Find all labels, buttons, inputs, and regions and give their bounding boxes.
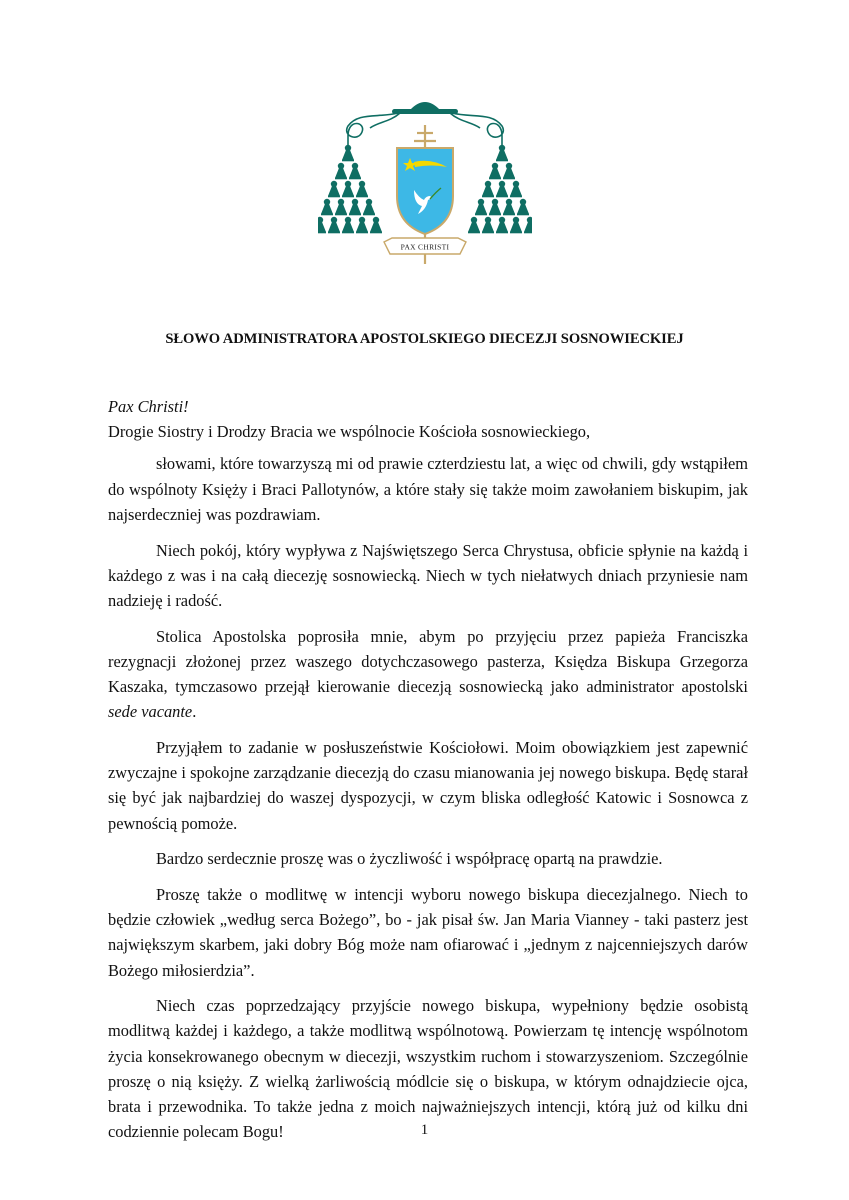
latin-phrase: sede vacante: [108, 702, 193, 722]
paragraph: Proszę także o modlitwę w intencji wyboru nowego biskupa diecezjalnego. Niech to będzie człowiek „według serca Bożego”, bo - jak pisał św. Jan Maria Vianney - taki pasterz jest największym skarbem, jaki dobry Bóg może nam ofiarować i „jednym z najcenniejszych darów Bożego miłosierdzia”.: [108, 884, 748, 980]
page-number: 1: [420, 1122, 429, 1138]
paragraph: Niech czas poprzedzający przyjście nowego biskupa, wypełniony będzie osobistą modlitwą każdej i każdego, a także modlitwą wspólnotową. Powierzam tę intencję wspólnotom życia konsekrowanego obecnym w diecezji, wszystkim ruchom i stowarzyszeniom. Szczególnie proszę o nią księży. Z wielką żarliwością módlcie się o biskupa, w którym odnajdziecie ojca, brata i przewodnika. To także jedna z moich najważniejszych intencji, którą już od kilku dni codziennie polecam Bogu!: [108, 996, 748, 1142]
motto-text: PAX CHRISTI: [400, 242, 450, 252]
coat-of-arms: [318, 92, 532, 268]
salutation: Drogie Siostry i Drodzy Bracia we wspólnocie Kościoła sosnowieckiego,: [108, 422, 591, 442]
paragraph-text: Stolica Apostolska poprosiła mnie, abym po przyjęciu przez papieża Franciszka rezygnacji złożonej przez waszego dotychczasowego pasterza, Księdza Biskupa Grzegorza Kaszaka, tymczasowo przejął kierowanie diecezją sosnowiecką jako administrator apostolski: [108, 626, 748, 697]
paragraph: Niech pokój, który wypływa z Najświętszego Serca Chrystusa, obficie spłynie na każdą i każdego z was i na całą diecezję sosnowiecką. Niech w tych niełatwych dniach przyniesie nam nadzieję i radość.: [108, 540, 748, 610]
greeting: Pax Christi!: [108, 397, 189, 416]
motto-ribbon: [384, 238, 466, 254]
tassels-left-icon: [318, 145, 382, 234]
tassels-right-icon: [468, 145, 532, 234]
paragraph: Przyjąłem to zadanie w posłuszeństwie Kościołowi. Moim obowiązkiem jest zapewnić zwyczajne i spokojne zarządzanie diecezją do czasu mianowania jej nowego biskupa. Będę starał się być jak najbardziej do waszej dyspozycji, w czym bliska odległość Katowic i Sosnowca z pewnością pomoże.: [108, 737, 748, 833]
paragraph: słowami, które towarzyszą mi od prawie czterdziestu lat, a więc od chwili, gdy wstąpiłem do wspólnoty Księży i Braci Pallotynów, a które stały się także moim zawołaniem biskupim, jak najserdeczniej was pozdrawiam.: [108, 454, 748, 524]
paragraph-tail: .: [192, 702, 197, 722]
letter-body: [108, 394, 748, 1144]
paragraph: Bardzo serdecznie proszę was o życzliwość i współpracę opartą na prawdzie.: [156, 849, 663, 869]
document-title: SŁOWO ADMINISTRATORA APOSTOLSKIEGO DIECEZJI SOSNOWIECKIEJ: [165, 331, 684, 347]
paragraph: [108, 624, 748, 725]
galero-hat-icon: [392, 102, 458, 114]
